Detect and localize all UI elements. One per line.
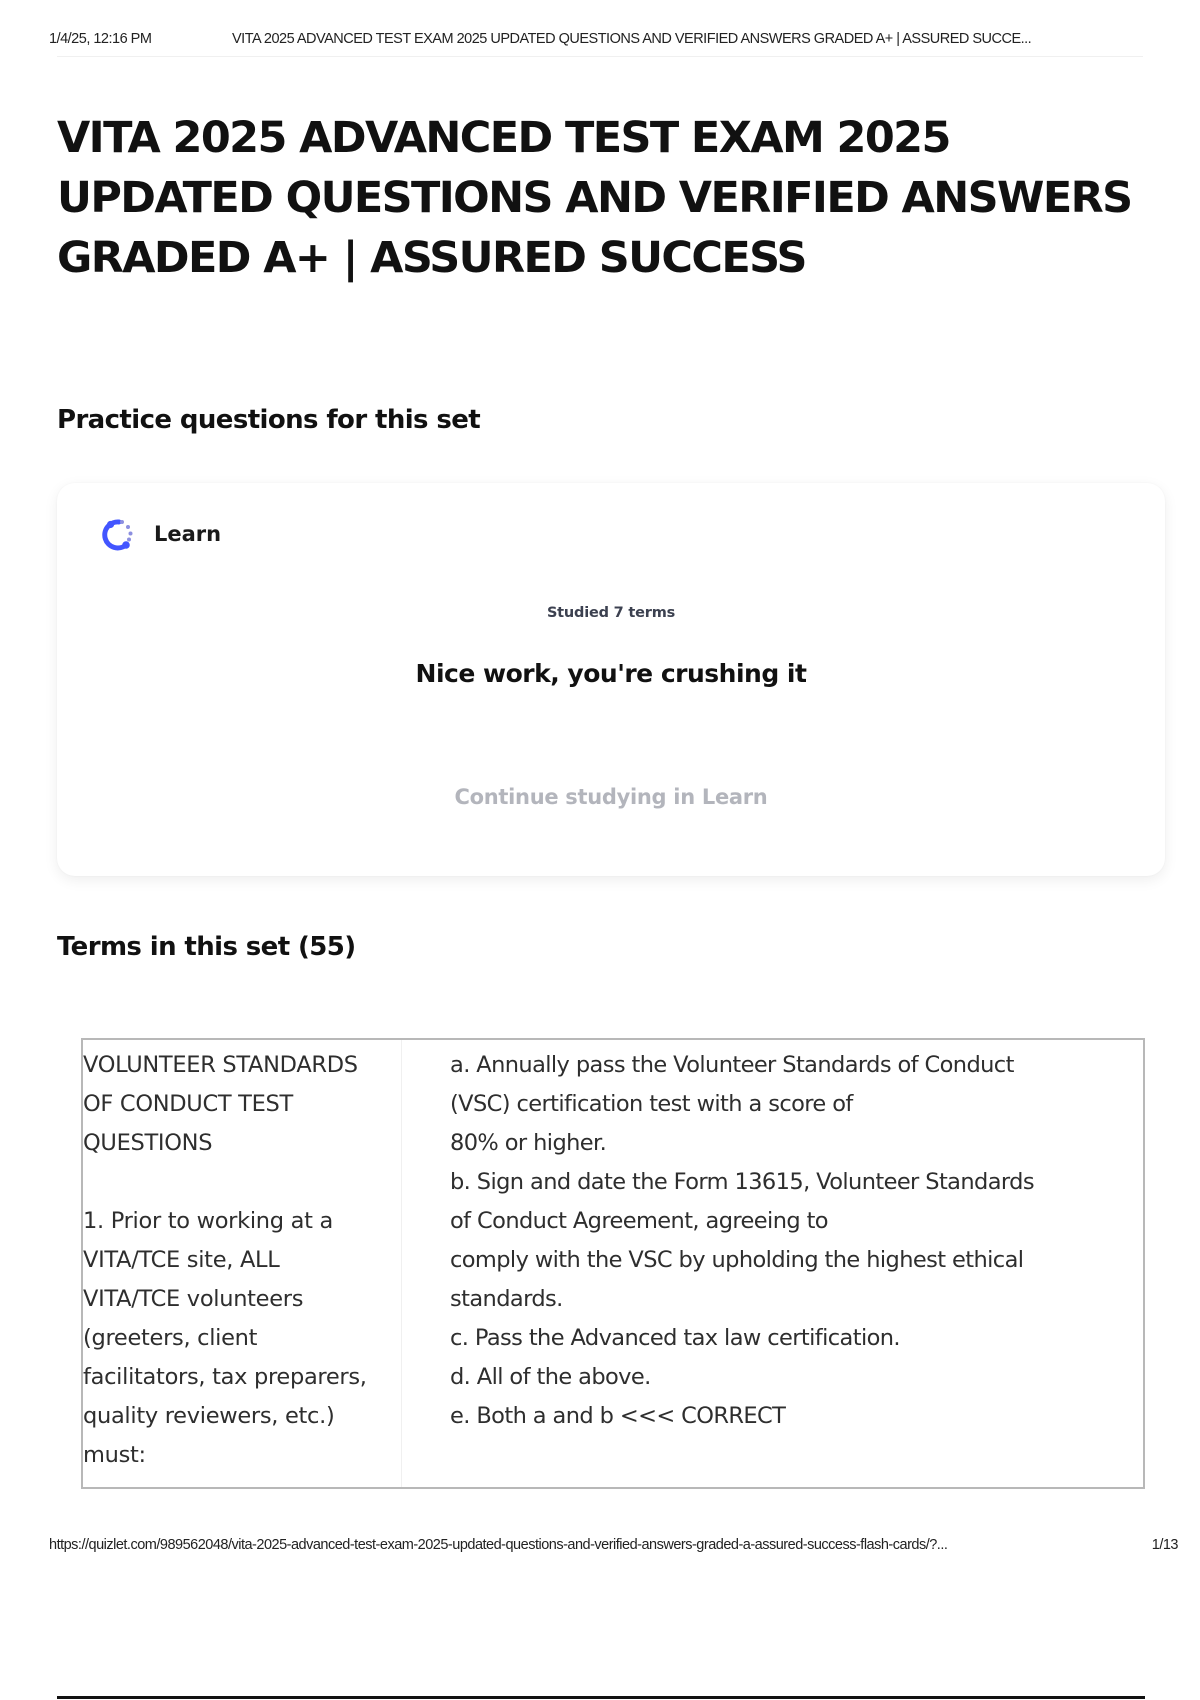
term-text-line: VITA/TCE volunteers xyxy=(83,1286,304,1312)
bottom-divider xyxy=(57,1696,1145,1699)
print-document-title: VITA 2025 ADVANCED TEST EXAM 2025 UPDATED QUESTIONS AND VERIFIED ANSWERS GRADED A+ | ASSURED SUCCE... xyxy=(232,31,1032,47)
terms-heading: Terms in this set (55) xyxy=(57,932,356,962)
term-text-line: facilitators, tax preparers, xyxy=(83,1364,367,1390)
page-title-line: GRADED A+ | ASSURED SUCCESS xyxy=(57,233,806,283)
term-row xyxy=(81,1038,1145,1489)
print-header xyxy=(49,31,1182,47)
term-text-line: (greeters, client xyxy=(83,1325,258,1351)
term-text-line: OF CONDUCT TEST xyxy=(83,1091,293,1117)
definition-cell xyxy=(402,1040,1034,1487)
term-text-line: 1. Prior to working at a xyxy=(83,1208,333,1234)
term-cell xyxy=(83,1040,402,1487)
definition-text-line: of Conduct Agreement, agreeing to xyxy=(450,1208,828,1234)
definition-text-line: standards. xyxy=(450,1286,563,1312)
learn-mode-link[interactable] xyxy=(97,513,221,555)
praise-message: Nice work, you're crushing it xyxy=(415,659,807,688)
studied-count-text: Studied 7 terms xyxy=(546,605,676,621)
page-indicator: 1/13 xyxy=(1151,1537,1178,1553)
term-text-line: VOLUNTEER STANDARDS xyxy=(83,1052,358,1078)
definition-text-line: (VSC) certification test with a score of xyxy=(450,1091,853,1117)
header-divider xyxy=(57,56,1143,57)
page-url: https://quizlet.com/989562048/vita-2025-advanced-test-exam-2025-updated-questions-and-verified-answers-graded-a-assured-success-flash-cards/?... xyxy=(49,1537,948,1553)
page-title-line: VITA 2025 ADVANCED TEST EXAM 2025 xyxy=(57,113,950,163)
term-text-line: VITA/TCE site, ALL xyxy=(83,1247,280,1273)
page-title-line: UPDATED QUESTIONS AND VERIFIED ANSWERS xyxy=(57,173,1132,223)
term-text-line: quality reviewers, etc.) xyxy=(83,1403,335,1429)
definition-text-line: e. Both a and b <<< CORRECT xyxy=(450,1403,786,1429)
learn-mode-label: Learn xyxy=(154,522,222,546)
term-blank-line xyxy=(83,1163,401,1202)
continue-learn-button[interactable]: Continue studying in Learn xyxy=(454,785,768,809)
definition-text-line: a. Annually pass the Volunteer Standards of Conduct xyxy=(450,1052,1014,1078)
definition-text-line: c. Pass the Advanced tax law certification. xyxy=(450,1325,900,1351)
term-text-line: QUESTIONS xyxy=(83,1130,213,1156)
print-footer xyxy=(49,1537,1178,1553)
learn-progress-icon xyxy=(97,513,139,555)
definition-text-line: comply with the VSC by upholding the highest ethical xyxy=(450,1247,1024,1273)
learn-card xyxy=(57,483,1165,876)
term-text-line: must: xyxy=(83,1442,146,1468)
definition-text-line: b. Sign and date the Form 13615, Volunteer Standards xyxy=(450,1169,1034,1195)
page-title xyxy=(57,108,1167,288)
print-datetime: 1/4/25, 12:16 PM xyxy=(49,31,152,47)
definition-text-line: d. All of the above. xyxy=(450,1364,651,1390)
practice-questions-heading: Practice questions for this set xyxy=(57,405,481,435)
definition-text-line: 80% or higher. xyxy=(450,1130,607,1156)
